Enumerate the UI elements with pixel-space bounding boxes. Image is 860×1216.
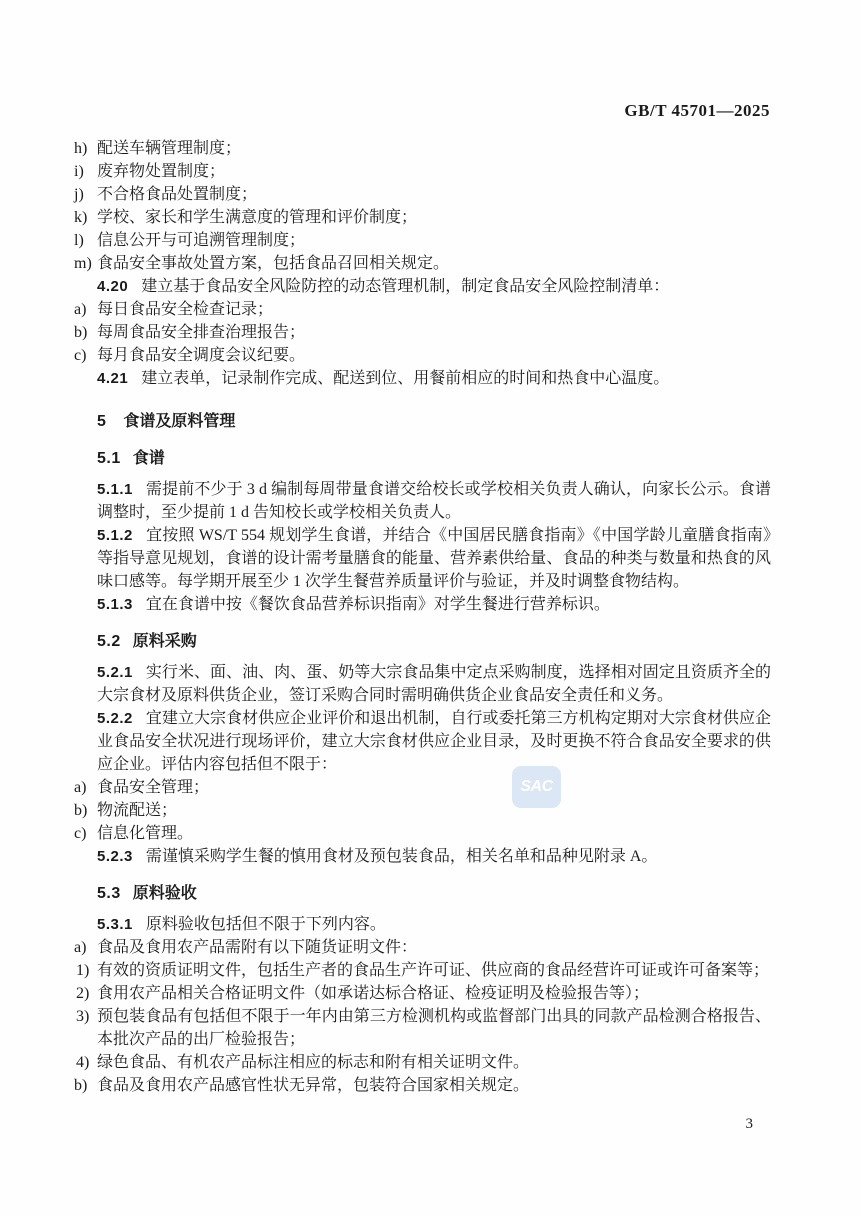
list-item (74, 206, 771, 229)
sub-list-item (76, 982, 771, 1005)
list-text: 物流配送； (97, 802, 178, 819)
sub-list-item (76, 1005, 771, 1051)
list-text: 每周食品安全排查治理报告； (97, 324, 306, 341)
list-marker: 2) (76, 985, 90, 1002)
list-item (74, 321, 771, 344)
list-text: 不合格食品处置制度； (97, 186, 258, 203)
clause-text: 宜在食谱中按《餐饮食品营养标识指南》对学生餐进行营养标识。 (145, 596, 610, 613)
list-text: 废弃物处置制度； (97, 163, 226, 180)
clause-text: 原料验收包括但不限于下列内容。 (145, 916, 386, 933)
clause-text: 建立表单，记录制作完成、配送到位、用餐前相应的时间和热食中心温度。 (141, 370, 670, 387)
list-text: 绿色食品、有机农产品标注相应的标志和附有相关证明文件。 (97, 1054, 530, 1071)
clause-number: 5.2.2 (97, 710, 133, 727)
clause-number: 4.21 (97, 370, 129, 387)
list-marker: c) (74, 347, 87, 364)
list-item (74, 936, 771, 959)
clause (97, 913, 771, 936)
list-text: 配送车辆管理制度； (97, 140, 242, 157)
sac-watermark-logo: SAC (512, 766, 561, 808)
list-marker: 3) (76, 1008, 90, 1025)
list-marker: b) (74, 802, 88, 819)
heading-text: 原料采购 (132, 633, 197, 650)
list-marker: a) (74, 301, 87, 318)
list-item (74, 822, 771, 845)
subsection-heading (97, 447, 771, 470)
list-marker: j) (74, 186, 84, 203)
list-marker: l) (74, 232, 84, 249)
clause-number: 5.1.1 (97, 481, 133, 498)
list-item (74, 799, 771, 822)
clause (97, 593, 771, 616)
clause (97, 661, 771, 707)
list-item (74, 137, 771, 160)
heading-number: 5.1 (97, 450, 121, 467)
heading-number: 5 (97, 413, 107, 430)
clause-number: 5.2.1 (97, 664, 133, 681)
clause-number: 4.20 (97, 278, 129, 295)
heading-text: 原料验收 (132, 885, 197, 902)
list-text: 学校、家长和学生满意度的管理和评价制度； (97, 209, 418, 226)
page-number: 3 (745, 1116, 753, 1132)
list-marker: i) (74, 163, 84, 180)
clause-text: 宜按照 WS/T 554 规划学生食谱，并结合《中国居民膳食指南》《中国学龄儿童膳食指南》等指导意见规划，食谱的设计需考量膳食的能量、营养素供给量、食品的种类与数量和热食的风味口感等。每学期开展至少 1 次学生餐营养质量评价与验证，并及时调整食物结构。 (97, 527, 771, 590)
clause-text: 需谨慎采购学生餐的慎用食材及预包装食品，相关名单和品种见附录 A。 (145, 848, 658, 865)
list-marker: 4) (76, 1054, 90, 1071)
clause-text: 建立基于食品安全风险防控的动态管理机制，制定食品安全风险控制清单： (141, 278, 670, 295)
clause (97, 524, 771, 593)
list-item (74, 229, 771, 252)
list-marker: c) (74, 825, 87, 842)
list-marker: a) (74, 939, 87, 956)
clause (97, 275, 771, 298)
list-text: 食品安全事故处置方案，包括食品召回相关规定。 (97, 255, 450, 272)
standard-number-header: GB/T 45701—2025 (624, 101, 770, 120)
document-body (74, 137, 771, 1097)
list-text: 食品安全管理； (97, 779, 210, 796)
list-text: 信息化管理。 (97, 825, 194, 842)
heading-number: 5.3 (97, 885, 121, 902)
clause (97, 707, 771, 776)
list-marker: m) (74, 255, 92, 272)
clause (97, 845, 771, 868)
list-text: 食品及食用农产品需附有以下随货证明文件： (97, 939, 418, 956)
list-marker: b) (74, 1077, 88, 1094)
list-text: 有效的资质证明文件，包括生产者的食品生产许可证、供应商的食品经营许可证或许可备案等； (97, 962, 770, 979)
clause-text: 宜建立大宗食材供应企业评价和退出机制，自行或委托第三方机构定期对大宗食材供应企业食品安全状况进行现场评价，建立大宗食材供应企业目录，及时更换不符合食品安全要求的供应企业。评估内容包括但不限于： (97, 710, 771, 773)
clause-number: 5.3.1 (97, 916, 133, 933)
list-marker: a) (74, 779, 87, 796)
heading-text: 食谱 (132, 450, 165, 467)
sub-list-item (76, 959, 771, 982)
list-text: 每月食品安全调度会议纪要。 (97, 347, 306, 364)
clause-text: 需提前不少于 3 d 编制每周带量食谱交给校长或学校相关负责人确认，向家长公示。食谱调整时，至少提前 1 d 告知校长或学校相关负责人。 (97, 481, 771, 521)
list-item (74, 160, 771, 183)
list-text: 食用农产品相关合格证明文件（如承诺达标合格证、检疫证明及检验报告等）； (97, 985, 650, 1002)
sub-list-item (76, 1051, 771, 1074)
heading-text: 食谱及原料管理 (123, 413, 236, 430)
clause (97, 478, 771, 524)
list-marker: k) (74, 209, 88, 226)
clause (97, 367, 771, 390)
list-item (74, 183, 771, 206)
list-text: 预包装食品有包括但不限于一年内由第三方检测机构或监督部门出具的同款产品检测合格报告、本批次产品的出厂检验报告； (97, 1008, 771, 1048)
subsection-heading (97, 882, 771, 905)
list-marker: h) (74, 140, 88, 157)
list-text: 信息公开与可追溯管理制度； (97, 232, 306, 249)
list-text: 食品及食用农产品感官性状无异常，包装符合国家相关规定。 (97, 1077, 530, 1094)
list-item (74, 1074, 771, 1097)
list-text: 每日食品安全检查记录； (97, 301, 274, 318)
list-item (74, 298, 771, 321)
list-item (74, 776, 771, 799)
subsection-heading (97, 630, 771, 653)
list-item (74, 252, 771, 275)
list-marker: 1) (76, 962, 90, 979)
clause-number: 5.1.2 (97, 527, 133, 544)
heading-number: 5.2 (97, 633, 121, 650)
section-heading (97, 410, 771, 433)
list-item (74, 344, 771, 367)
clause-number: 5.1.3 (97, 596, 133, 613)
clause-text: 实行米、面、油、肉、蛋、奶等大宗食品集中定点采购制度，选择相对固定且资质齐全的大宗食材及原料供货企业，签订采购合同时需明确供货企业食品安全责任和义务。 (97, 664, 771, 704)
clause-number: 5.2.3 (97, 848, 133, 865)
list-marker: b) (74, 324, 88, 341)
